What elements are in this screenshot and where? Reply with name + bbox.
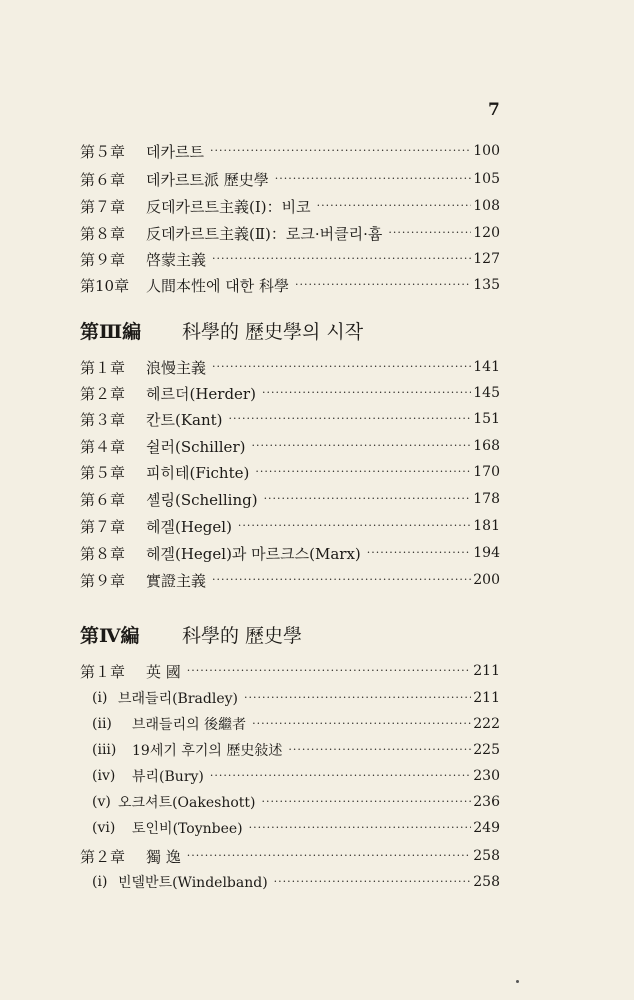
dot-leader <box>212 356 471 378</box>
entry-title: 브래들리(Bradley) <box>118 691 238 707</box>
dot-leader <box>244 687 471 709</box>
dot-leader <box>249 817 472 839</box>
entry-page: 194 <box>473 545 500 561</box>
entry-title: 뷰리(Bury) <box>132 769 204 785</box>
entry-title: 쉴러(Schiller) <box>146 437 246 456</box>
entry-number: 第５章 <box>80 142 126 161</box>
entry-number: 第６章 <box>80 490 126 509</box>
toc-entry <box>80 195 500 217</box>
dot-leader <box>238 515 471 537</box>
toc-entry <box>80 660 500 682</box>
entry-title: 實證主義 <box>146 571 207 590</box>
toc-subentry <box>92 739 500 761</box>
toc-entry <box>80 515 500 537</box>
entry-number: (v) <box>92 794 111 810</box>
entry-title: 獨 逸 <box>146 847 181 866</box>
part-number: 第Ⅲ編 <box>80 320 142 343</box>
entry-page: 181 <box>473 518 500 534</box>
entry-title: 19세기 후기의 歷史敍述 <box>132 743 283 759</box>
entry-number: 第２章 <box>80 847 126 866</box>
entry-title: 토인비(Toynbee) <box>132 821 243 837</box>
toc-entry <box>80 140 500 162</box>
toc-entry <box>80 382 500 404</box>
entry-title: 셸링(Schelling) <box>146 490 258 509</box>
entry-number: (vi) <box>92 820 116 836</box>
entry-page: 168 <box>473 438 500 454</box>
entry-page: 211 <box>473 690 500 706</box>
entry-title: 칸트(Kant) <box>146 410 223 429</box>
entry-title: 피히테(Fichte) <box>146 463 250 482</box>
toc-entry <box>80 274 500 296</box>
dot-leader <box>275 168 472 190</box>
entry-page: 200 <box>473 572 500 588</box>
entry-title: 英 國 <box>146 662 181 681</box>
entry-page: 222 <box>473 716 500 732</box>
entry-title: 데카르트派 歷史學 <box>146 170 269 189</box>
dot-leader <box>210 140 471 162</box>
entry-page: 258 <box>473 848 500 864</box>
entry-title: 反데카르트主義(Ⅰ)：비코 <box>146 197 311 216</box>
part-heading <box>80 620 302 648</box>
entry-page: 236 <box>473 794 500 810</box>
entry-number: 第７章 <box>80 197 126 216</box>
entry-number: 第８章 <box>80 224 126 243</box>
entry-title: 데카르트 <box>146 142 204 161</box>
entry-number: (iv) <box>92 768 116 784</box>
entry-page: 258 <box>473 874 500 890</box>
entry-number: 第９章 <box>80 571 126 590</box>
dot-leader <box>274 871 472 893</box>
toc-subentry <box>92 817 500 839</box>
entry-number: 第４章 <box>80 437 126 456</box>
entry-number: (i) <box>92 874 108 890</box>
entry-title: 헤겔(Hegel)과 마르크스(Marx) <box>146 544 361 563</box>
toc-subentry <box>92 871 500 893</box>
entry-number: 第10章 <box>80 276 130 295</box>
part-title: 科學的 歷史學의 시작 <box>182 320 364 343</box>
toc-entry <box>80 435 500 457</box>
entry-page: 225 <box>473 742 500 758</box>
dot-leader <box>264 488 472 510</box>
dot-leader <box>255 461 471 483</box>
toc-entry <box>80 845 500 867</box>
entry-title: 오크셔트(Oakeshott) <box>118 795 256 811</box>
entry-number: 第３章 <box>80 410 126 429</box>
entry-page: 108 <box>473 198 500 214</box>
dot-leader <box>262 791 472 813</box>
dot-leader <box>317 195 472 217</box>
dot-leader <box>210 765 471 787</box>
part-heading <box>80 316 363 344</box>
entry-number: 第１章 <box>80 358 126 377</box>
dot-leader <box>212 248 471 270</box>
entry-title: 빈델반트(Windelband) <box>118 875 268 891</box>
dot-leader <box>229 408 472 430</box>
entry-title: 헤겔(Hegel) <box>146 517 232 536</box>
toc-entry <box>80 569 500 591</box>
entry-page: 120 <box>473 225 500 241</box>
toc-subentry <box>92 687 500 709</box>
toc-entry <box>80 461 500 483</box>
toc-entry <box>80 542 500 564</box>
entry-page: 178 <box>473 491 500 507</box>
entry-number: (i) <box>92 690 108 706</box>
entry-page: 135 <box>473 277 500 293</box>
part-number: 第Ⅳ編 <box>80 624 140 647</box>
toc-subentry <box>92 791 500 813</box>
toc-entry <box>80 356 500 378</box>
toc-subentry <box>92 765 500 787</box>
entry-page: 127 <box>473 251 500 267</box>
entry-page: 141 <box>473 359 500 375</box>
entry-page: 211 <box>473 663 500 679</box>
entry-number: 第１章 <box>80 662 126 681</box>
dot-leader <box>295 274 471 296</box>
dot-leader <box>187 845 471 867</box>
entry-number: (ii) <box>92 716 112 732</box>
toc-entry <box>80 168 500 190</box>
dot-leader <box>187 660 471 682</box>
entry-title: 啓蒙主義 <box>146 250 207 269</box>
dot-leader <box>212 569 471 591</box>
entry-number: (iii) <box>92 742 117 758</box>
entry-title: 浪慢主義 <box>146 358 207 377</box>
print-speck <box>516 980 519 983</box>
dot-leader <box>388 222 471 244</box>
page-number: 7 <box>488 100 500 120</box>
entry-page: 249 <box>473 820 500 836</box>
toc-entry <box>80 248 500 270</box>
dot-leader <box>288 739 471 761</box>
entry-title: 反데카르트主義(Ⅱ)：로크·버클리·흄 <box>146 224 383 243</box>
entry-number: 第５章 <box>80 463 126 482</box>
dot-leader <box>367 542 471 564</box>
entry-number: 第７章 <box>80 517 126 536</box>
entry-number: 第６章 <box>80 170 126 189</box>
entry-page: 105 <box>473 171 500 187</box>
entry-page: 151 <box>473 411 500 427</box>
dot-leader <box>251 435 471 457</box>
entry-page: 170 <box>473 464 500 480</box>
entry-title: 人間本性에 대한 科學 <box>146 276 290 295</box>
dot-leader <box>252 713 471 735</box>
entry-title: 브래들리의 後繼者 <box>132 717 247 733</box>
part-title: 科學的 歷史學 <box>182 624 303 647</box>
entry-number: 第２章 <box>80 384 126 403</box>
toc-entry <box>80 408 500 430</box>
entry-title: 헤르더(Herder) <box>146 384 256 403</box>
entry-page: 145 <box>473 385 500 401</box>
entry-number: 第８章 <box>80 544 126 563</box>
dot-leader <box>262 382 471 404</box>
entry-number: 第９章 <box>80 250 126 269</box>
toc-entry <box>80 222 500 244</box>
entry-page: 100 <box>473 143 500 159</box>
entry-page: 230 <box>473 768 500 784</box>
toc-entry <box>80 488 500 510</box>
toc-subentry <box>92 713 500 735</box>
